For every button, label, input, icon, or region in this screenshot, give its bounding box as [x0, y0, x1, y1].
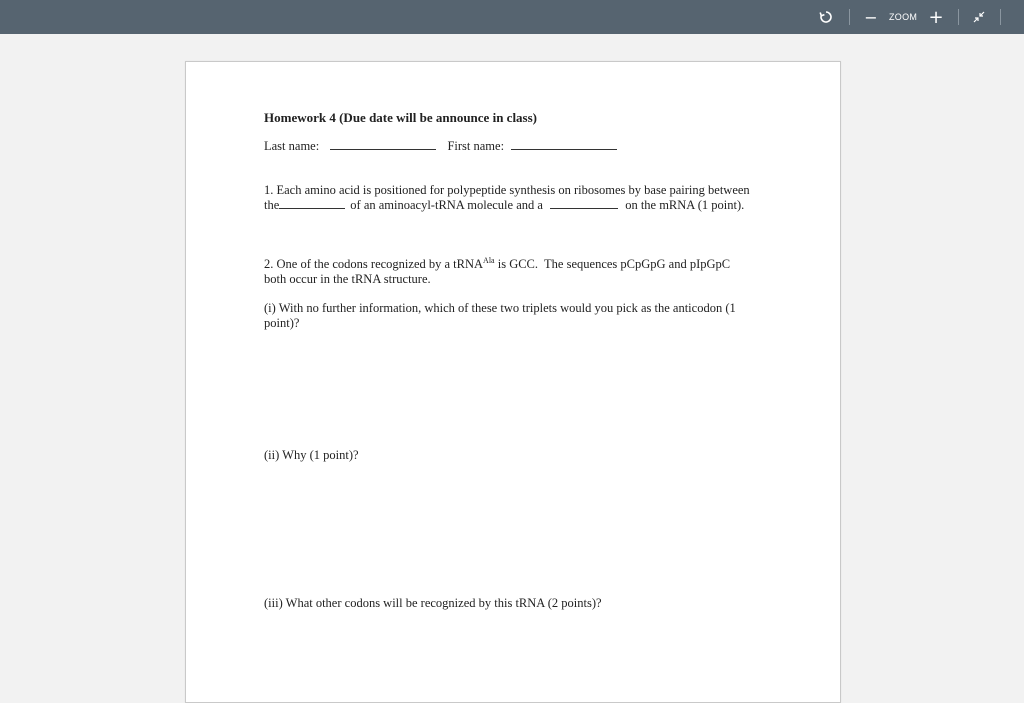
toolbar-separator: [849, 9, 850, 25]
collapse-icon: [973, 11, 985, 23]
q2-prefix: 2. One of the codons recognized by a tRNA: [264, 257, 484, 271]
page-title: Homework 4 (Due date will be announce in class): [264, 110, 537, 125]
q2-superscript: Ala: [483, 255, 495, 265]
rotate-button[interactable]: [814, 0, 838, 34]
q1-mid: of an aminoacyl-tRNA molecule and a: [350, 198, 543, 212]
q2-suffix: is GCC. The sequences pCpGpG and pIpGpC: [494, 257, 731, 271]
q1-the: the: [264, 198, 280, 212]
zoom-out-icon: −: [864, 7, 878, 27]
name-fields-row: [264, 139, 617, 154]
q2-i-line-1: (i) With no further information, which of these two triplets would you pick as the anticodon (1: [264, 301, 736, 315]
question-2: [264, 257, 730, 287]
zoom-in-button[interactable]: [926, 0, 946, 34]
viewer-toolbar: [0, 0, 1024, 34]
question-1: [264, 183, 750, 213]
document-page: [185, 61, 841, 703]
last-name-label: Last name:: [264, 139, 320, 153]
collapse-button[interactable]: [969, 0, 989, 34]
question-1-line-1: 1. Each amino acid is positioned for polypeptide synthesis on ribosomes by base pairing between: [264, 183, 750, 197]
q1-blank-2: [550, 207, 618, 209]
zoom-out-button[interactable]: [862, 0, 880, 34]
question-2-line-2: both occur in the tRNA structure.: [264, 272, 431, 286]
question-1-line-2: [264, 198, 750, 213]
zoom-label: ZOOM: [889, 12, 918, 22]
toolbar-separator: [958, 9, 959, 25]
question-2-part-i: [264, 301, 736, 331]
last-name-blank: [330, 148, 436, 150]
first-name-blank: [511, 148, 617, 150]
first-name-label: First name:: [447, 139, 505, 153]
zoom-in-icon: +: [928, 6, 944, 28]
toolbar-separator: [1000, 9, 1001, 25]
question-2-part-iii: (iii) What other codons will be recognized by this tRNA (2 points)?: [264, 596, 602, 610]
rotate-icon: [819, 10, 833, 24]
q1-end: on the mRNA (1 point).: [625, 198, 745, 212]
q2-i-line-2: point)?: [264, 316, 300, 330]
q1-blank-1: [279, 207, 345, 209]
question-2-part-ii: (ii) Why (1 point)?: [264, 448, 359, 462]
question-2-line-1: [264, 257, 730, 272]
